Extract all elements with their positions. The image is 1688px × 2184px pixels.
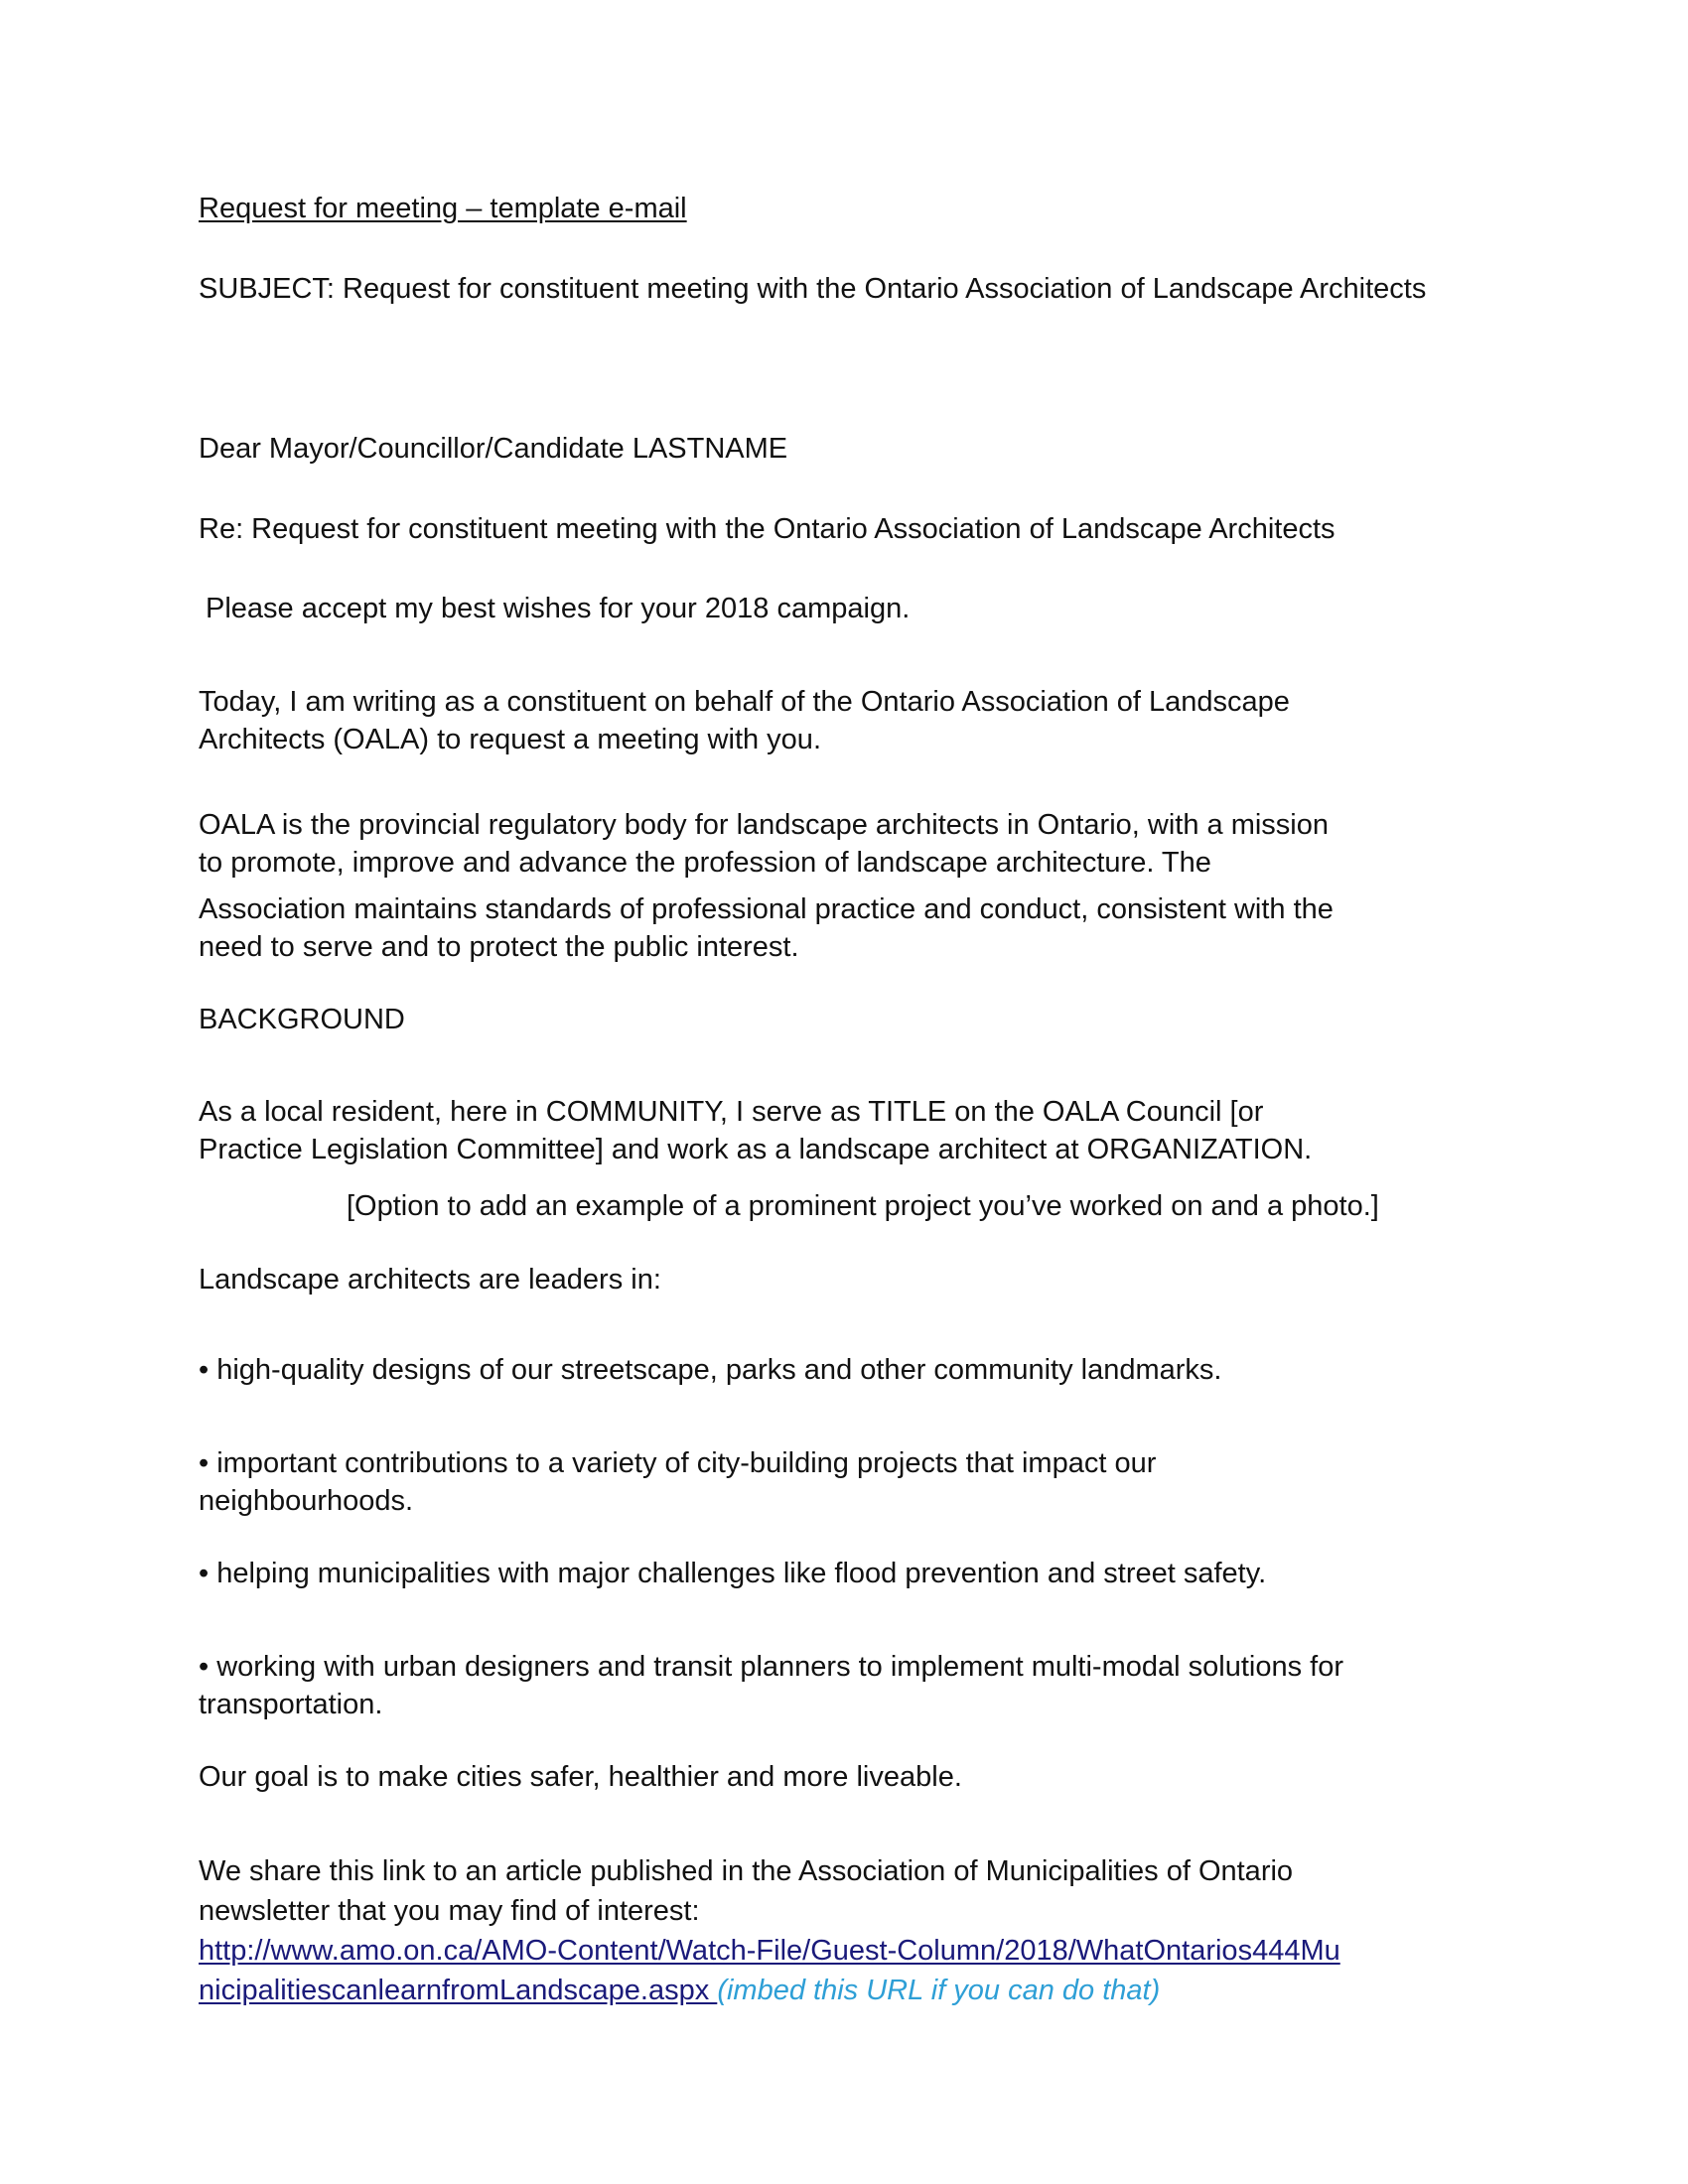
oala-line-1: OALA is the provincial regulatory body for landscape architects in Ontario, with a mission (199, 809, 1329, 841)
oala-line-3: Association maintains standards of professional practice and conduct, consistent with the (199, 893, 1334, 925)
resident-line-2: Practice Legislation Committee] and work as a landscape architect at ORGANIZATION. (199, 1134, 1313, 1165)
article-link-continued[interactable]: nicipalitiescanlearnfromLandscape.aspx (199, 1975, 718, 2006)
bullet-item-4-line-1: • working with urban designers and transit planners to implement multi-modal solutions for (199, 1651, 1343, 1683)
background-heading: BACKGROUND (199, 1004, 405, 1035)
resident-line-1: As a local resident, here in COMMUNITY, I serve as TITLE on the OALA Council [or (199, 1096, 1264, 1128)
goal-line: Our goal is to make cities safer, healthier and more liveable. (199, 1761, 962, 1793)
oala-line-4: need to serve and to protect the public interest. (199, 931, 799, 963)
leaders-intro: Landscape architects are leaders in: (199, 1264, 661, 1296)
subject-line: SUBJECT: Request for constituent meeting with the Ontario Association of Landscape Architects (199, 273, 1427, 305)
bullet-item-2-line-1: • important contributions to a variety of city-building projects that impact our (199, 1447, 1157, 1479)
article-link-line-1 (199, 1932, 1340, 1970)
bullet-item-4-line-2: transportation. (199, 1689, 383, 1720)
intro-line-2: Architects (OALA) to request a meeting with you. (199, 724, 821, 755)
article-link-line-2 (199, 1972, 1160, 2009)
re-line: Re: Request for constituent meeting with the Ontario Association of Landscape Architects (199, 513, 1336, 545)
imbed-url-note: (imbed this URL if you can do that) (717, 1975, 1161, 2006)
intro-line-1: Today, I am writing as a constituent on behalf of the Ontario Association of Landscape (199, 686, 1290, 718)
share-line-1: We share this link to an article published in the Association of Municipalities of Ontario (199, 1855, 1294, 1887)
article-link[interactable]: http://www.amo.on.ca/AMO-Content/Watch-File/Guest-Column/2018/WhatOntarios444Mu (199, 1935, 1340, 1967)
option-note: [Option to add an example of a prominent project you’ve worked on and a photo.] (347, 1190, 1379, 1222)
bullet-item-1: • high-quality designs of our streetscape, parks and other community landmarks. (199, 1354, 1222, 1386)
bullet-item-3: • helping municipalities with major challenges like flood prevention and street safety. (199, 1558, 1267, 1589)
best-wishes-line: Please accept my best wishes for your 2018 campaign. (206, 593, 911, 624)
document-heading: Request for meeting – template e-mail (199, 193, 687, 224)
bullet-item-2-line-2: neighbourhoods. (199, 1485, 414, 1517)
share-line-2: newsletter that you may find of interest: (199, 1895, 700, 1927)
oala-line-2: to promote, improve and advance the profession of landscape architecture. The (199, 847, 1211, 879)
salutation: Dear Mayor/Councillor/Candidate LASTNAME (199, 433, 788, 465)
